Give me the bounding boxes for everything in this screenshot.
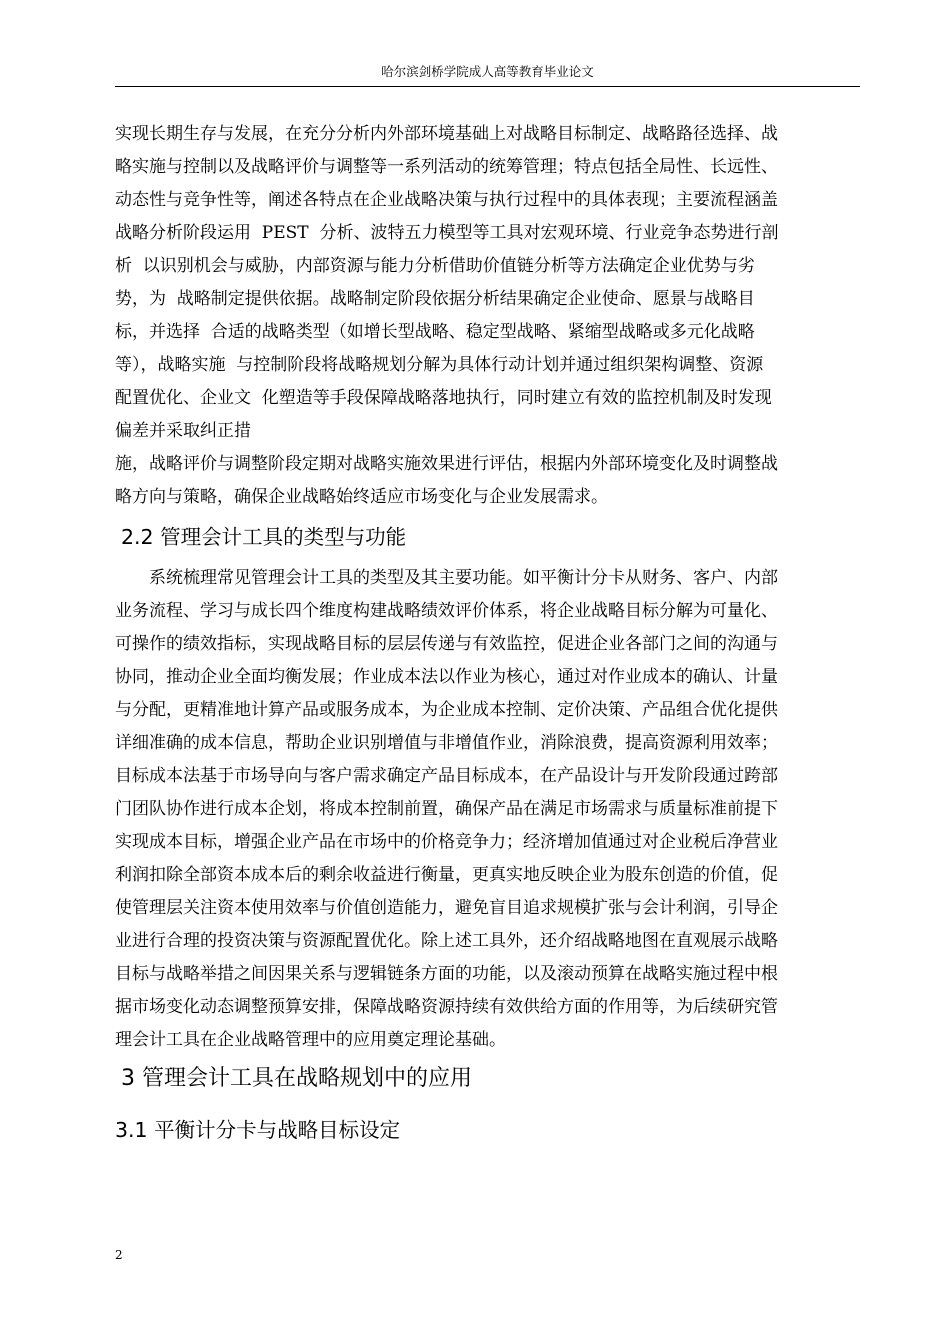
section-heading-3-1: 3.1 平衡计分卡与战略目标设定 <box>115 1118 401 1142</box>
text-line: 可操作的绩效指标，实现战略目标的层层传递与有效监控，促进企业各部门之间的沟通与 <box>115 634 778 654</box>
text-line: 偏差并采取纠正措 <box>115 421 251 441</box>
text-line: 据市场变化动态调整预算安排，保障战略资源持续有效供给方面的作用等，为后续研究管 <box>115 997 778 1017</box>
text-line: 实现长期生存与发展，在充分分析内外部环境基础上对战略目标制定、战略路径选择、战 <box>115 124 778 144</box>
section-heading-2-2: 2.2 管理会计工具的类型与功能 <box>121 525 407 549</box>
text-line: 势，为 战略制定提供依据。战略制定阶段依据分析结果确定企业使命、愿景与战略目 <box>115 289 755 309</box>
text-line: 门团队协作进行成本企划，将成本控制前置，确保产品在满足市场需求与质量标准前提下 <box>115 799 778 819</box>
text-line: 析 以识别机会与威胁，内部资源与能力分析借助价值链分析等方法确定企业优势与劣 <box>115 256 755 276</box>
text-line: 业进行合理的投资决策与资源配置优化。除上述工具外，还介绍战略地图在直观展示战略 <box>115 931 778 951</box>
paragraph-strategy-management <box>115 118 860 514</box>
text-line: 详细准确的成本信息，帮助企业识别增值与非增值作业，消除浪费，提高资源利用效率； <box>115 733 778 753</box>
page-number: 2 <box>115 1248 123 1262</box>
text-line: 实现成本目标，增强企业产品在市场中的价格竞争力；经济增加值通过对企业税后净营业 <box>115 832 778 852</box>
header-divider <box>115 86 860 87</box>
text-line: 略实施与控制以及战略评价与调整等一系列活动的统筹管理；特点包括全局性、长远性、 <box>115 157 778 177</box>
text-line: 系统梳理常见管理会计工具的类型及其主要功能。如平衡计分卡从财务、客户、内部 <box>149 568 778 588</box>
text-line: 理会计工具在企业战略管理中的应用奠定理论基础。 <box>115 1030 506 1050</box>
text-line: 与分配，更精准地计算产品或服务成本，为企业成本控制、定价决策、产品组合优化提供 <box>115 700 778 720</box>
text-line: 战略分析阶段运用 PEST 分析、波特五力模型等工具对宏观环境、行业竞争态势进行剖 <box>115 223 779 243</box>
text-line: 目标成本法基于市场导向与客户需求确定产品目标成本，在产品设计与开发阶段通过跨部 <box>115 766 778 786</box>
text-line: 略方向与策略，确保企业战略始终适应市场变化与企业发展需求。 <box>115 487 608 507</box>
chapter-heading-3: 3 管理会计工具在战略规划中的应用 <box>121 1066 472 1091</box>
text-line: 目标与战略举措之间因果关系与逻辑链条方面的功能，以及滚动预算在战略实施过程中根 <box>115 964 778 984</box>
running-header: 哈尔滨剑桥学院成人高等教育毕业论文 <box>381 64 594 79</box>
paragraph-management-accounting-tools <box>115 562 860 1057</box>
text-line: 施，战略评价与调整阶段定期对战略实施效果进行评估，根据内外部环境变化及时调整战 <box>115 454 778 474</box>
text-line: 利润扣除全部资本成本后的剩余收益进行衡量，更真实地反映企业为股东创造的价值，促 <box>115 865 778 885</box>
text-line: 等），战略实施 与控制阶段将战略规划分解为具体行动计划并通过组织架构调整、资源 <box>115 355 764 375</box>
text-line: 配置优化、企业文 化塑造等手段保障战略落地执行，同时建立有效的监控机制及时发现 <box>115 388 772 408</box>
text-line: 使管理层关注资本使用效率与价值创造能力，避免盲目追求规模扩张与会计利润，引导企 <box>115 898 778 918</box>
text-line: 动态性与竞争性等，阐述各特点在企业战略决策与执行过程中的具体表现；主要流程涵盖 <box>115 190 778 210</box>
text-line: 协同，推动企业全面均衡发展；作业成本法以作业为核心，通过对作业成本的确认、计量 <box>115 667 778 687</box>
text-line: 标，并选择 合适的战略类型（如增长型战略、稳定型战略、紧缩型战略或多元化战略 <box>115 322 755 342</box>
text-line: 业务流程、学习与成长四个维度构建战略绩效评价体系，将企业战略目标分解为可量化、 <box>115 601 778 621</box>
